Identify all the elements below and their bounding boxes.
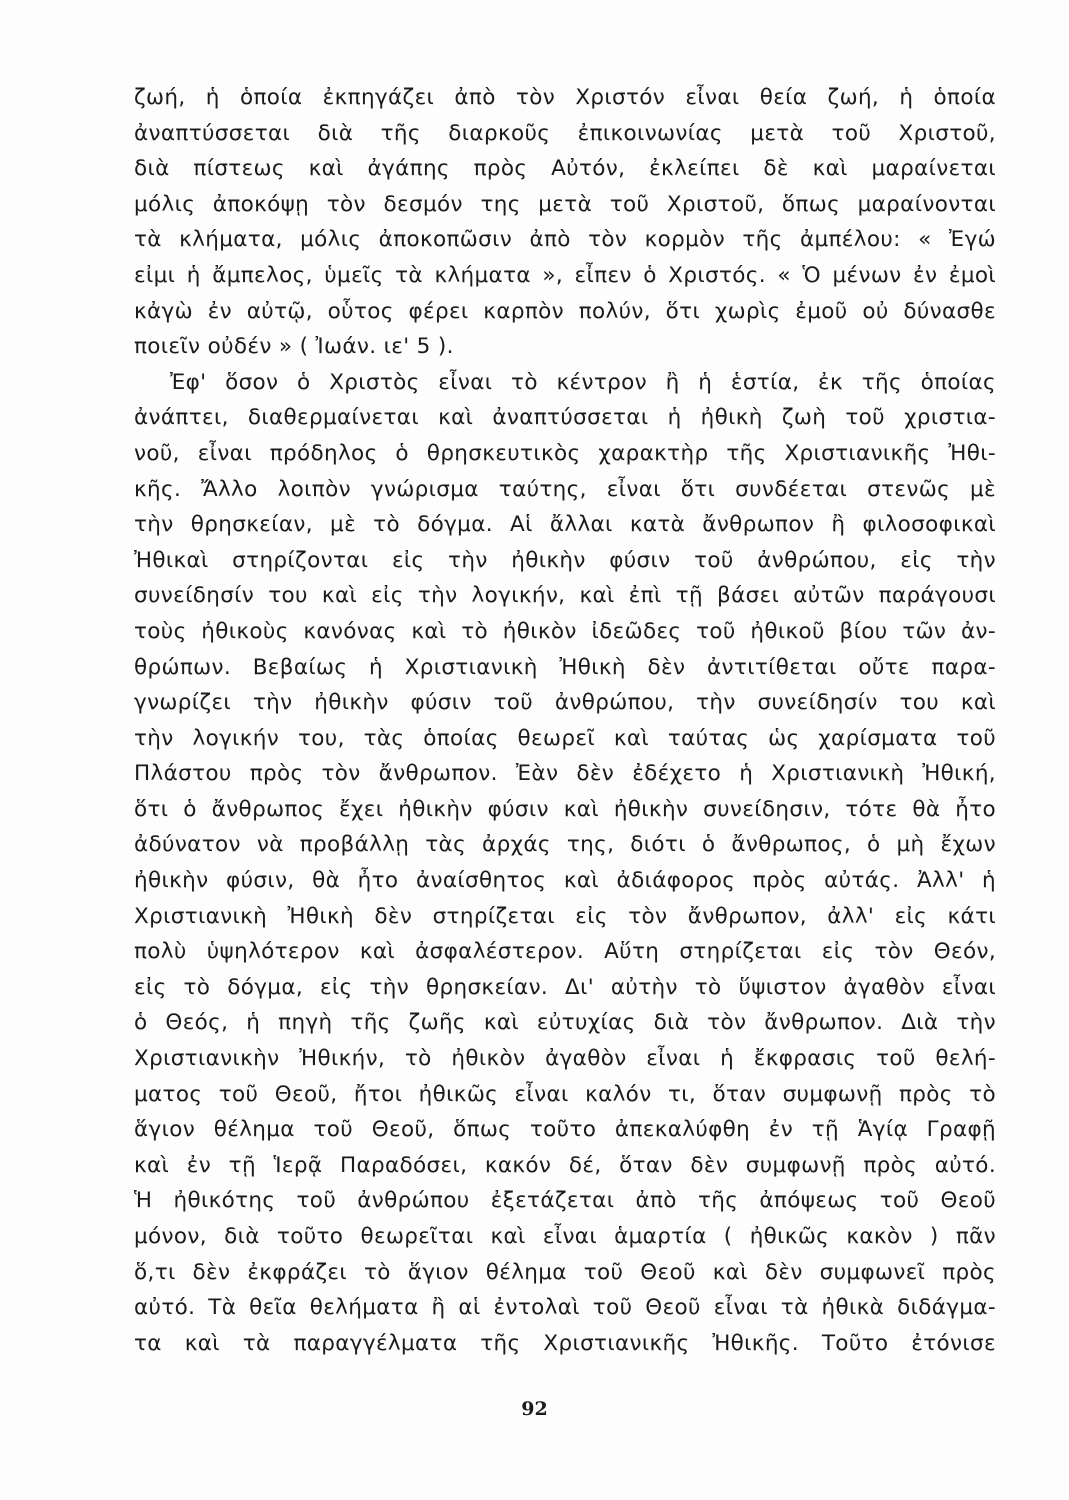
text-line: ὁ Θεός, ἡ πηγὴ τῆς ζωῆς καὶ εὐτυχίας διὰ τὸν ἄνθρωπον. Διὰ τὴν [134,1010,996,1036]
text-line: τὰ κλήματα, μόλις ἀποκοπῶσιν ἀπὸ τὸν κορμὸν τῆς ἀμπέλου: « Ἐγώ [134,227,996,253]
text-line: Ἡ ἠθικότης τοῦ ἀνθρώπου ἐξετάζεται ἀπὸ τῆς ἀπόψεως τοῦ Θεοῦ [134,1188,996,1214]
text-line: ὅ,τι δὲν ἐκφράζει τὸ ἅγιον θέλημα τοῦ Θεοῦ καὶ δὲν συμφωνεῖ πρὸς [134,1259,996,1285]
text-line: Ἐφ' ὅσον ὁ Χριστὸς εἶναι τὸ κέντρον ἢ ἡ ἑστία, ἐκ τῆς ὁποίας [170,369,996,395]
text-line: ἀδύνατον νὰ προβάλλῃ τὰς ἀρχάς της, διότι ὁ ἄνθρωπος, ὁ μὴ ἔχων [134,832,996,858]
text-line: μόνον, διὰ τοῦτο θεωρεῖται καὶ εἶναι ἁμαρτία ( ἠθικῶς κακὸν ) πᾶν [134,1224,996,1249]
text-line: κἀγὼ ἐν αὐτῷ, οὗτος φέρει καρπὸν πολύν, ὅτι χωρὶς ἐμοῦ οὐ δύνασθε [134,298,996,324]
text-line: ἠθικὴν φύσιν, θὰ ἦτο ἀναίσθητος καὶ ἀδιάφορος πρὸς αὐτάς. Ἀλλ' ἡ [134,868,996,894]
text-line: τα καὶ τὰ παραγγέλματα τῆς Χριστιανικῆς Ἠθικῆς. Τοῦτο ἐτόνισε [134,1330,996,1356]
text-line: Ἠθικαὶ στηρίζονται εἰς τὴν ἠθικὴν φύσιν τοῦ ἀνθρώπου, εἰς τὴν [134,547,996,573]
text-line: τὴν λογικήν του, τὰς ὁποίας θεωρεῖ καὶ ταύτας ὡς χαρίσματα τοῦ [134,725,996,751]
text-line: Πλάστου πρὸς τὸν ἄνθρωπον. Ἐὰν δὲν ἐδέχετο ἡ Χριστιανικὴ Ἠθική, [134,761,996,787]
text-line: γνωρίζει τὴν ἠθικὴν φύσιν τοῦ ἀνθρώπου, τὴν συνείδησίν του καὶ [134,690,996,716]
text-line: καὶ ἐν τῇ Ἱερᾷ Παραδόσει, κακόν δέ, ὅταν δὲν συμφωνῇ πρὸς αὐτό. [134,1152,996,1178]
text-line: πολὺ ὑψηλότερον καὶ ἀσφαλέστερον. Αὕτη στηρίζεται εἰς τὸν Θεόν, [134,939,996,965]
text-line: θρώπων. Βεβαίως ἡ Χριστιανικὴ Ἠθικὴ δὲν ἀντιτίθεται οὔτε παρα- [134,654,996,680]
text-line: διὰ πίστεως καὶ ἀγάπης πρὸς Αὐτόν, ἐκλείπει δὲ καὶ μαραίνεται [134,156,996,182]
text-line: εἰς τὸ δόγμα, εἰς τὴν θρησκείαν. Δι' αὐτὴν τὸ ὕψιστον ἀγαθὸν εἶναι [134,974,996,1000]
text-line: κῆς. Ἄλλο λοιπὸν γνώρισμα ταύτης, εἶναι ὅτι συνδέεται στενῶς μὲ [134,476,996,502]
page-number: 92 [521,1398,548,1420]
text-line: νοῦ, εἶναι πρόδηλος ὁ θρησκευτικὸς χαρακτὴρ τῆς Χριστιανικῆς Ἠθι- [134,440,996,466]
text-line: ὅτι ὁ ἄνθρωπος ἔχει ἠθικὴν φύσιν καὶ ἠθικὴν συνείδησιν, τότε θὰ ἦτο [134,796,996,822]
text-line: τὴν θρησκείαν, μὲ τὸ δόγμα. Αἱ ἄλλαι κατὰ ἄνθρωπον ἢ φιλοσοφικαὶ [134,512,996,538]
text-line: ζωή, ἡ ὁποία ἐκπηγάζει ἀπὸ τὸν Χριστόν εἶναι θεία ζωή, ἡ ὁποία [134,85,996,110]
text-line: εἰμι ἡ ἄμπελος, ὑμεῖς τὰ κλήματα », εἶπεν ὁ Χριστός. « Ὁ μένων ἐν ἐμοὶ [134,262,996,288]
text-line: αὐτό. Τὰ θεῖα θελήματα ἢ αἱ ἐντολαὶ τοῦ Θεοῦ εἶναι τὰ ἠθικὰ διδάγμα- [134,1295,996,1321]
text-line: ἀνάπτει, διαθερμαίνεται καὶ ἀναπτύσσεται ἡ ἠθικὴ ζωὴ τοῦ χριστια- [134,405,996,431]
text-line: Χριστιανικὴν Ἠθικήν, τὸ ἠθικὸν ἀγαθὸν εἶναι ἡ ἔκφρασις τοῦ θελή- [134,1046,996,1072]
text-line: ἀναπτύσσεται διὰ τῆς διαρκοῦς ἐπικοινωνίας μετὰ τοῦ Χριστοῦ, [134,120,996,146]
text-line: μόλις ἀποκόψῃ τὸν δεσμόν της μετὰ τοῦ Χριστοῦ, ὅπως μαραίνονται [134,191,996,217]
text-line: ποιεῖν οὐδέν » ( Ἰωάν. ιε' 5 ). [134,334,454,360]
text-line: ἅγιον θέλημα τοῦ Θεοῦ, ὅπως τοῦτο ἀπεκαλύφθη ἐν τῇ Ἁγίᾳ Γραφῇ [134,1117,996,1143]
text-line: συνείδησίν του καὶ εἰς τὴν λογικήν, καὶ ἐπὶ τῇ βάσει αὐτῶν παράγουσι [134,583,996,609]
text-line: Χριστιανικὴ Ἠθικὴ δὲν στηρίζεται εἰς τὸν ἄνθρωπον, ἀλλ' εἰς κάτι [134,903,996,929]
text-line: ματος τοῦ Θεοῦ, ἤτοι ἠθικῶς εἶναι καλόν τι, ὅταν συμφωνῇ πρὸς τὸ [134,1081,996,1107]
text-line: τοὺς ἠθικοὺς κανόνας καὶ τὸ ἠθικὸν ἰδεῶδες τοῦ ἠθικοῦ βίου τῶν ἀν- [134,618,996,644]
body-text [134,80,996,1361]
